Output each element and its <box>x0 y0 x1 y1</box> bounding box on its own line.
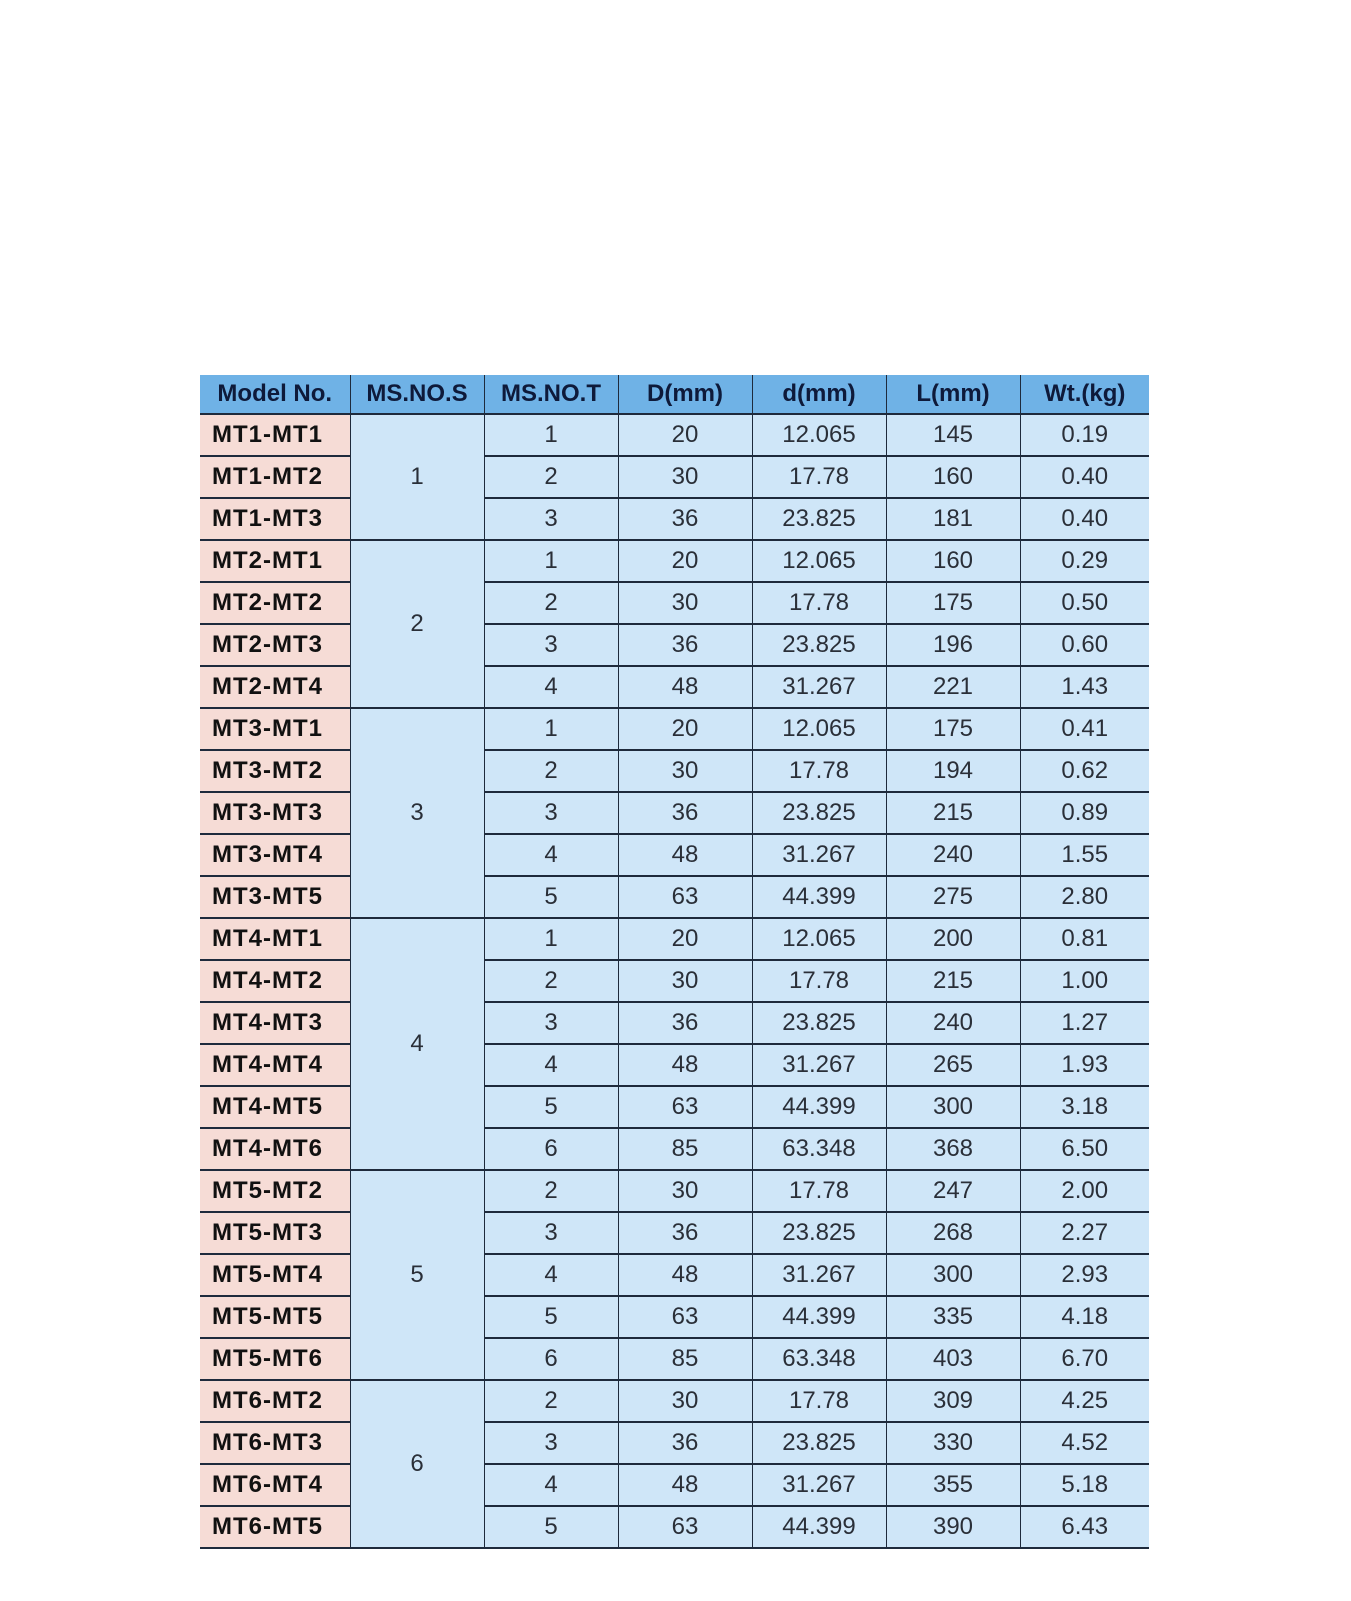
l-mm-cell: 368 <box>886 1128 1020 1170</box>
model-no-cell: MT5-MT2 <box>200 1170 350 1212</box>
d-mm-cell: 36 <box>618 498 752 540</box>
l-mm-cell: 247 <box>886 1170 1020 1212</box>
table-row <box>200 498 1149 540</box>
l-mm-cell: 240 <box>886 1002 1020 1044</box>
l-mm-cell: 175 <box>886 708 1020 750</box>
table-row <box>200 1464 1149 1506</box>
wt-kg-cell: 0.40 <box>1020 498 1149 540</box>
small-d-mm-cell: 12.065 <box>752 540 886 582</box>
model-no-cell: MT1-MT3 <box>200 498 350 540</box>
ms-no-t-cell: 3 <box>484 1212 618 1254</box>
ms-no-t-cell: 5 <box>484 1086 618 1128</box>
ms-no-s-cell: 3 <box>350 708 484 918</box>
model-no-cell: MT4-MT1 <box>200 918 350 960</box>
wt-kg-cell: 2.93 <box>1020 1254 1149 1296</box>
model-no-cell: MT4-MT3 <box>200 1002 350 1044</box>
model-no-cell: MT2-MT4 <box>200 666 350 708</box>
table-row <box>200 666 1149 708</box>
l-mm-cell: 390 <box>886 1506 1020 1548</box>
model-no-cell: MT5-MT4 <box>200 1254 350 1296</box>
table-row <box>200 1002 1149 1044</box>
small-d-mm-cell: 31.267 <box>752 1254 886 1296</box>
l-mm-cell: 175 <box>886 582 1020 624</box>
table-row <box>200 414 1149 456</box>
ms-no-t-cell: 1 <box>484 414 618 456</box>
ms-no-s-cell: 5 <box>350 1170 484 1380</box>
d-mm-cell: 63 <box>618 1086 752 1128</box>
small-d-mm-cell: 23.825 <box>752 498 886 540</box>
ms-no-t-cell: 6 <box>484 1338 618 1380</box>
l-mm-cell: 330 <box>886 1422 1020 1464</box>
wt-kg-cell: 6.50 <box>1020 1128 1149 1170</box>
wt-kg-cell: 1.55 <box>1020 834 1149 876</box>
table-row <box>200 582 1149 624</box>
d-mm-cell: 48 <box>618 666 752 708</box>
model-no-cell: MT5-MT5 <box>200 1296 350 1338</box>
wt-kg-cell: 0.81 <box>1020 918 1149 960</box>
l-mm-cell: 403 <box>886 1338 1020 1380</box>
header-ms-no-t: MS.NO.T <box>484 375 618 414</box>
model-no-cell: MT3-MT2 <box>200 750 350 792</box>
ms-no-t-cell: 2 <box>484 750 618 792</box>
ms-no-t-cell: 2 <box>484 1170 618 1212</box>
l-mm-cell: 265 <box>886 1044 1020 1086</box>
d-mm-cell: 20 <box>618 540 752 582</box>
header-d-mm: D(mm) <box>618 375 752 414</box>
model-no-cell: MT4-MT4 <box>200 1044 350 1086</box>
d-mm-cell: 30 <box>618 456 752 498</box>
wt-kg-cell: 2.80 <box>1020 876 1149 918</box>
table-row <box>200 1044 1149 1086</box>
ms-no-t-cell: 3 <box>484 1002 618 1044</box>
d-mm-cell: 20 <box>618 708 752 750</box>
table-row <box>200 1296 1149 1338</box>
l-mm-cell: 160 <box>886 540 1020 582</box>
table-row <box>200 1254 1149 1296</box>
small-d-mm-cell: 44.399 <box>752 1086 886 1128</box>
table-row <box>200 708 1149 750</box>
table-row <box>200 834 1149 876</box>
model-no-cell: MT2-MT2 <box>200 582 350 624</box>
ms-no-t-cell: 2 <box>484 582 618 624</box>
wt-kg-cell: 0.41 <box>1020 708 1149 750</box>
table-row <box>200 876 1149 918</box>
wt-kg-cell: 2.27 <box>1020 1212 1149 1254</box>
wt-kg-cell: 4.25 <box>1020 1380 1149 1422</box>
small-d-mm-cell: 23.825 <box>752 1212 886 1254</box>
l-mm-cell: 181 <box>886 498 1020 540</box>
wt-kg-cell: 3.18 <box>1020 1086 1149 1128</box>
wt-kg-cell: 0.89 <box>1020 792 1149 834</box>
ms-no-t-cell: 4 <box>484 834 618 876</box>
small-d-mm-cell: 23.825 <box>752 792 886 834</box>
wt-kg-cell: 1.00 <box>1020 960 1149 1002</box>
small-d-mm-cell: 31.267 <box>752 666 886 708</box>
ms-no-t-cell: 1 <box>484 540 618 582</box>
ms-no-t-cell: 2 <box>484 960 618 1002</box>
wt-kg-cell: 0.19 <box>1020 414 1149 456</box>
wt-kg-cell: 0.62 <box>1020 750 1149 792</box>
ms-no-t-cell: 5 <box>484 876 618 918</box>
wt-kg-cell: 0.40 <box>1020 456 1149 498</box>
d-mm-cell: 48 <box>618 834 752 876</box>
l-mm-cell: 275 <box>886 876 1020 918</box>
l-mm-cell: 160 <box>886 456 1020 498</box>
table-row <box>200 1338 1149 1380</box>
ms-no-t-cell: 4 <box>484 1044 618 1086</box>
model-no-cell: MT4-MT6 <box>200 1128 350 1170</box>
d-mm-cell: 36 <box>618 624 752 666</box>
d-mm-cell: 36 <box>618 1212 752 1254</box>
model-no-cell: MT6-MT4 <box>200 1464 350 1506</box>
d-mm-cell: 48 <box>618 1464 752 1506</box>
wt-kg-cell: 4.18 <box>1020 1296 1149 1338</box>
wt-kg-cell: 1.27 <box>1020 1002 1149 1044</box>
model-no-cell: MT4-MT2 <box>200 960 350 1002</box>
table-row <box>200 1380 1149 1422</box>
small-d-mm-cell: 31.267 <box>752 1044 886 1086</box>
l-mm-cell: 200 <box>886 918 1020 960</box>
small-d-mm-cell: 23.825 <box>752 624 886 666</box>
small-d-mm-cell: 44.399 <box>752 876 886 918</box>
ms-no-t-cell: 3 <box>484 624 618 666</box>
ms-no-t-cell: 5 <box>484 1296 618 1338</box>
model-no-cell: MT5-MT3 <box>200 1212 350 1254</box>
model-no-cell: MT3-MT5 <box>200 876 350 918</box>
table-row <box>200 1212 1149 1254</box>
model-no-cell: MT6-MT3 <box>200 1422 350 1464</box>
model-no-cell: MT6-MT5 <box>200 1506 350 1548</box>
table-row <box>200 1506 1149 1548</box>
small-d-mm-cell: 17.78 <box>752 960 886 1002</box>
table-row <box>200 1086 1149 1128</box>
l-mm-cell: 196 <box>886 624 1020 666</box>
ms-no-s-cell: 4 <box>350 918 484 1170</box>
model-no-cell: MT3-MT4 <box>200 834 350 876</box>
ms-no-t-cell: 3 <box>484 498 618 540</box>
small-d-mm-cell: 44.399 <box>752 1296 886 1338</box>
small-d-mm-cell: 63.348 <box>752 1128 886 1170</box>
d-mm-cell: 63 <box>618 1296 752 1338</box>
small-d-mm-cell: 17.78 <box>752 1380 886 1422</box>
d-mm-cell: 30 <box>618 750 752 792</box>
d-mm-cell: 20 <box>618 918 752 960</box>
ms-no-t-cell: 6 <box>484 1128 618 1170</box>
header-model-no: Model No. <box>200 375 350 414</box>
d-mm-cell: 48 <box>618 1044 752 1086</box>
ms-no-s-cell: 6 <box>350 1380 484 1548</box>
ms-no-t-cell: 5 <box>484 1506 618 1548</box>
wt-kg-cell: 0.50 <box>1020 582 1149 624</box>
small-d-mm-cell: 12.065 <box>752 708 886 750</box>
header-small-d-mm: d(mm) <box>752 375 886 414</box>
d-mm-cell: 85 <box>618 1338 752 1380</box>
small-d-mm-cell: 63.348 <box>752 1338 886 1380</box>
small-d-mm-cell: 23.825 <box>752 1002 886 1044</box>
small-d-mm-cell: 17.78 <box>752 750 886 792</box>
model-no-cell: MT4-MT5 <box>200 1086 350 1128</box>
model-no-cell: MT3-MT1 <box>200 708 350 750</box>
l-mm-cell: 145 <box>886 414 1020 456</box>
small-d-mm-cell: 31.267 <box>752 834 886 876</box>
wt-kg-cell: 1.93 <box>1020 1044 1149 1086</box>
small-d-mm-cell: 44.399 <box>752 1506 886 1548</box>
table-row <box>200 750 1149 792</box>
ms-no-s-cell: 1 <box>350 414 484 540</box>
ms-no-t-cell: 4 <box>484 666 618 708</box>
spec-table <box>200 375 1149 1549</box>
ms-no-t-cell: 3 <box>484 792 618 834</box>
small-d-mm-cell: 12.065 <box>752 414 886 456</box>
table-row <box>200 456 1149 498</box>
ms-no-s-cell: 2 <box>350 540 484 708</box>
small-d-mm-cell: 17.78 <box>752 456 886 498</box>
model-no-cell: MT6-MT2 <box>200 1380 350 1422</box>
table-row <box>200 1128 1149 1170</box>
l-mm-cell: 221 <box>886 666 1020 708</box>
wt-kg-cell: 6.43 <box>1020 1506 1149 1548</box>
l-mm-cell: 194 <box>886 750 1020 792</box>
d-mm-cell: 63 <box>618 1506 752 1548</box>
table-row <box>200 960 1149 1002</box>
wt-kg-cell: 4.52 <box>1020 1422 1149 1464</box>
ms-no-t-cell: 2 <box>484 456 618 498</box>
table-row <box>200 918 1149 960</box>
table-row <box>200 624 1149 666</box>
d-mm-cell: 36 <box>618 1422 752 1464</box>
ms-no-t-cell: 3 <box>484 1422 618 1464</box>
header-ms-no-s: MS.NO.S <box>350 375 484 414</box>
d-mm-cell: 20 <box>618 414 752 456</box>
header-wt-kg: Wt.(kg) <box>1020 375 1149 414</box>
ms-no-t-cell: 4 <box>484 1464 618 1506</box>
table-row <box>200 540 1149 582</box>
d-mm-cell: 48 <box>618 1254 752 1296</box>
ms-no-t-cell: 1 <box>484 918 618 960</box>
wt-kg-cell: 0.60 <box>1020 624 1149 666</box>
l-mm-cell: 300 <box>886 1086 1020 1128</box>
model-no-cell: MT2-MT1 <box>200 540 350 582</box>
table-row <box>200 1422 1149 1464</box>
table-row <box>200 1170 1149 1212</box>
small-d-mm-cell: 12.065 <box>752 918 886 960</box>
model-no-cell: MT1-MT1 <box>200 414 350 456</box>
l-mm-cell: 300 <box>886 1254 1020 1296</box>
d-mm-cell: 85 <box>618 1128 752 1170</box>
wt-kg-cell: 0.29 <box>1020 540 1149 582</box>
l-mm-cell: 268 <box>886 1212 1020 1254</box>
small-d-mm-cell: 31.267 <box>752 1464 886 1506</box>
d-mm-cell: 36 <box>618 792 752 834</box>
d-mm-cell: 30 <box>618 1170 752 1212</box>
l-mm-cell: 215 <box>886 792 1020 834</box>
wt-kg-cell: 5.18 <box>1020 1464 1149 1506</box>
l-mm-cell: 215 <box>886 960 1020 1002</box>
d-mm-cell: 63 <box>618 876 752 918</box>
d-mm-cell: 36 <box>618 1002 752 1044</box>
model-no-cell: MT3-MT3 <box>200 792 350 834</box>
l-mm-cell: 335 <box>886 1296 1020 1338</box>
model-no-cell: MT1-MT2 <box>200 456 350 498</box>
ms-no-t-cell: 1 <box>484 708 618 750</box>
table-row <box>200 792 1149 834</box>
wt-kg-cell: 1.43 <box>1020 666 1149 708</box>
header-row <box>200 375 1149 414</box>
l-mm-cell: 355 <box>886 1464 1020 1506</box>
ms-no-t-cell: 2 <box>484 1380 618 1422</box>
l-mm-cell: 309 <box>886 1380 1020 1422</box>
ms-no-t-cell: 4 <box>484 1254 618 1296</box>
d-mm-cell: 30 <box>618 960 752 1002</box>
wt-kg-cell: 2.00 <box>1020 1170 1149 1212</box>
model-no-cell: MT5-MT6 <box>200 1338 350 1380</box>
table-body <box>200 414 1149 1548</box>
l-mm-cell: 240 <box>886 834 1020 876</box>
d-mm-cell: 30 <box>618 582 752 624</box>
small-d-mm-cell: 23.825 <box>752 1422 886 1464</box>
table-header <box>200 375 1149 414</box>
wt-kg-cell: 6.70 <box>1020 1338 1149 1380</box>
d-mm-cell: 30 <box>618 1380 752 1422</box>
small-d-mm-cell: 17.78 <box>752 1170 886 1212</box>
model-no-cell: MT2-MT3 <box>200 624 350 666</box>
header-l-mm: L(mm) <box>886 375 1020 414</box>
small-d-mm-cell: 17.78 <box>752 582 886 624</box>
